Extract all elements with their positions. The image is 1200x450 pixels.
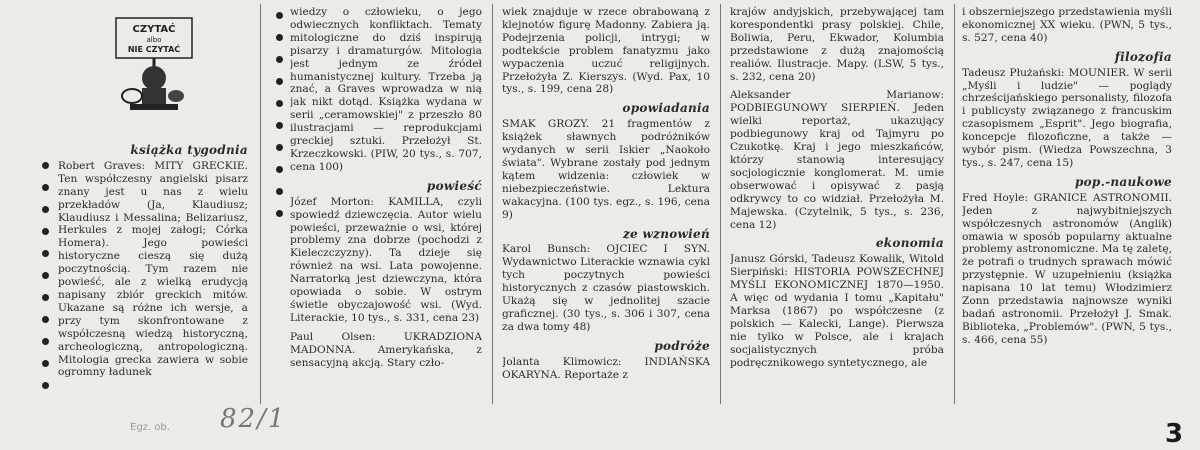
bullet-dot xyxy=(276,100,283,107)
page-number: 3 xyxy=(1165,419,1184,449)
review-graves-continued: wiedzy o człowieku, o jego odwiecznych konfliktach. Tematy mitologiczne do dziś inspirują pisarzy i dramaturgów. Mitologia jest jednym ze źródeł humanistycznej kultury. Trzeba ją znać, a Graves wprowadza w nią jak nikt dotąd. Książka wydana w serii „ceramowskiej" z przeszło 80 ilustracjami — reprodukcjami greckiej sztuki. Przełożył St. Krzeczkowski. (PIW, 20 tys., s. 707, cena 100) xyxy=(290,6,482,173)
review-gorski-kowalik: Janusz Górski, Tadeusz Kowalik, Witold Sierpiński: HISTORIA POWSZECHNEJ MYŚLI EKONOMICZNEJ 1870—1950. A więc od wydania I tomu „Kapitału" Marksa (1867) po współczesne (z polskich — Kalecki, Lange). Pierwsza nie tylko w Polsce, ale i krajach socjalistycznych próba podręcznikowego syntetycznego, ale xyxy=(730,253,944,369)
bullet-dot xyxy=(276,122,283,129)
bullet-dot xyxy=(276,56,283,63)
review-bunsch: Karol Bunsch: OJCIEC I SYN. Wydawnictwo Literackie wznawia cykl tych poczytnych powieści historycznych z czasów piastowskich. Ukażą się w jednolitej szacie graficznej. (30 tys., s. 306 i 307, cena za dwa tomy 48) xyxy=(502,243,710,333)
bullet-dot xyxy=(276,78,283,85)
bullet-dot xyxy=(42,250,49,257)
section-heading-podroze: podróże xyxy=(654,338,710,353)
column-3 xyxy=(502,6,710,406)
review-olsen: Paul Olsen: UKRADZIONA MADONNA. Amerykańska, z sensacyjną akcją. Stary czło- xyxy=(290,330,482,369)
logo-line1: CZYTAĆ xyxy=(132,24,176,35)
review-gorski-continued: i obszerniejszego przedstawienia myśli ekonomicznej XX wieku. (PWN, 5 tys., s. 527, cena 40) xyxy=(962,6,1172,44)
bullet-column-1 xyxy=(42,160,50,420)
review-marianow: Aleksander Marianow: PODBIEGUNOWY SIERPIEŃ. Jeden wielki reportaż, ukazujący podbiegunowy kraj od Tajmyru po Czukotkę. Kraj i jego mieszkańców, którzy stanowią interesujący socjologicznie konglomerat. M. umie obserwować i opisywać z pasją odkrywcy to co widział. Przełożyła M. Majewska. (Czytelnik, 5 tys., s. 236, cena 12) xyxy=(730,89,944,231)
column-2 xyxy=(290,6,482,406)
column-rule xyxy=(954,4,955,404)
logo-line3: NIE CZYTAĆ xyxy=(127,45,181,54)
review-olsen-continued: wiek znajduje w rzece obrabowaną z klejnotów figurę Madonny. Zabiera ją. Podejrzenia policji, intrygi; w podtekście problem fanatyzmu jako wypaczenia uczuć religijnych. Przełożyła Z. Kierszys. (Wyd. Pax, 10 tys., s. 199, cena 28) xyxy=(502,6,710,96)
section-heading-pop-naukowe: pop.-naukowe xyxy=(1074,174,1172,189)
bullet-dot xyxy=(42,294,49,301)
review-graves: Robert Graves: MITY GRECKIE. Ten współczesny angielski pisarz znany jest u nas z wielu przekładów (Ja, Klaudiusz; Klaudiusz i Messalina; Belizariusz, Herkules z mojej załogi; Córka Homera). Jego powieści historyczne cieszą się dużą poczytnością. Tym razem nie powieść, ale z wielką erudycją napisany zbiór greckich mitów. Ukazane są różne ich wersje, a przy tym skonfrontowane z współczesną wiedzą historyczną, archeologiczną, antropologiczną. Mitologia grecka zawiera w sobie ogromny ładunek xyxy=(58,159,248,379)
bullet-dot xyxy=(42,382,49,389)
bullet-dot xyxy=(42,360,49,367)
column-rule xyxy=(260,4,261,404)
review-hoyle: Fred Hoyle: GRANICE ASTRONOMII. Jeden z najwybitniejszych współczesnych astronomów (Anglik) omawia w sposób popularny aktualne problemy astronomiczne. Ma tę zaletę, że potrafi o trudnych sprawach mówić przystępnie. W uzupełnieniu (książka napisana 10 lat temu) Włodzimierz Zonn przedstawia najnowsze wyniki badań astronomii. Przełożył J. Smak. Biblioteka, „Problemów". (PWN, 5 tys., s. 466, cena 55) xyxy=(962,191,1172,346)
bullet-dot xyxy=(42,184,49,191)
section-heading-ze-wznowien: ze wznowień xyxy=(622,226,710,241)
archive-stamp: Egz. ob. xyxy=(130,422,170,433)
section-heading-opowiadania: opowiadania xyxy=(622,101,710,116)
section-heading-powiesc: powieść xyxy=(426,178,482,193)
bullet-dot xyxy=(42,338,49,345)
bullet-dot xyxy=(42,162,49,169)
handwritten-note: 82/1 xyxy=(220,404,287,434)
section-heading-filozofia: filozofia xyxy=(1114,49,1172,64)
column-5 xyxy=(962,6,1172,411)
bullet-dot xyxy=(42,272,49,279)
column-rule xyxy=(720,4,721,404)
column-4 xyxy=(730,6,944,416)
bullet-column-2 xyxy=(276,12,284,272)
bullet-dot xyxy=(276,34,283,41)
review-morton: Józef Morton: KAMILLA, czyli spowiedź dziewczęcia. Autor wielu powieści, przeważnie o wsi, której problemy zna dobrze (pochodzi z Kieleczczyzny). Ta dzieje się również na wsi. Lata powojenne. Narratorką jest dziewczyna, która opowiada o sobie. W ostrym świetle obyczajowość wsi. (Wyd. Literackie, 10 tys., s. 331, cena 23) xyxy=(290,195,482,324)
bullet-dot xyxy=(42,316,49,323)
bullet-dot xyxy=(276,12,283,19)
bullet-dot xyxy=(276,210,283,217)
section-heading-ksiazka-tygodnia: książka tygodnia xyxy=(130,143,248,157)
review-klimowicz-continued: krajów andyjskich, przebywającej tam korespondentki prasy polskiej. Chile, Boliwia, Peru, Ekwador, Kolumbia przedstawione z dużą znajomością realiów. Ilustracje. Mapy. (LSW, 5 tys., s. 232, cena 20) xyxy=(730,6,944,83)
bullet-dot xyxy=(276,166,283,173)
czytac-albo-nie-czytac-logo xyxy=(112,12,196,116)
logo-line2: albo xyxy=(146,36,162,44)
column-1 xyxy=(58,140,248,430)
column-rule xyxy=(492,4,493,404)
bullet-dot xyxy=(276,188,283,195)
review-smak-grozy: SMAK GROZY. 21 fragmentów z książek sławnych podróżników wydanych w serii Iskier „Naokoło świata". Wybrane zostały pod jednym kątem widzenia: człowiek w niebezpieczeństwie. Lektura wakacyjna. (100 tys. egz., s. 196, cena 9) xyxy=(502,118,710,221)
bullet-dot xyxy=(276,144,283,151)
review-klimowicz: Jolanta Klimowicz: INDIAŃSKA OKARYNA. Reportaże z xyxy=(502,355,710,381)
bullet-dot xyxy=(42,228,49,235)
bullet-dot xyxy=(42,206,49,213)
review-pluzanski: Tadeusz Płużański: MOUNIER. W serii „Myśli i ludzie" — poglądy chrześcijańskiego personalisty, filozofa i publicysty związanego z francuskim czasopismem „Esprit". Jego biografia, koncepcje filozoficzne, a także — wybór pism. (Wiedza Powszechna, 3 tys., s. 247, cena 15) xyxy=(962,66,1172,169)
section-heading-ekonomia: ekonomia xyxy=(875,236,944,251)
